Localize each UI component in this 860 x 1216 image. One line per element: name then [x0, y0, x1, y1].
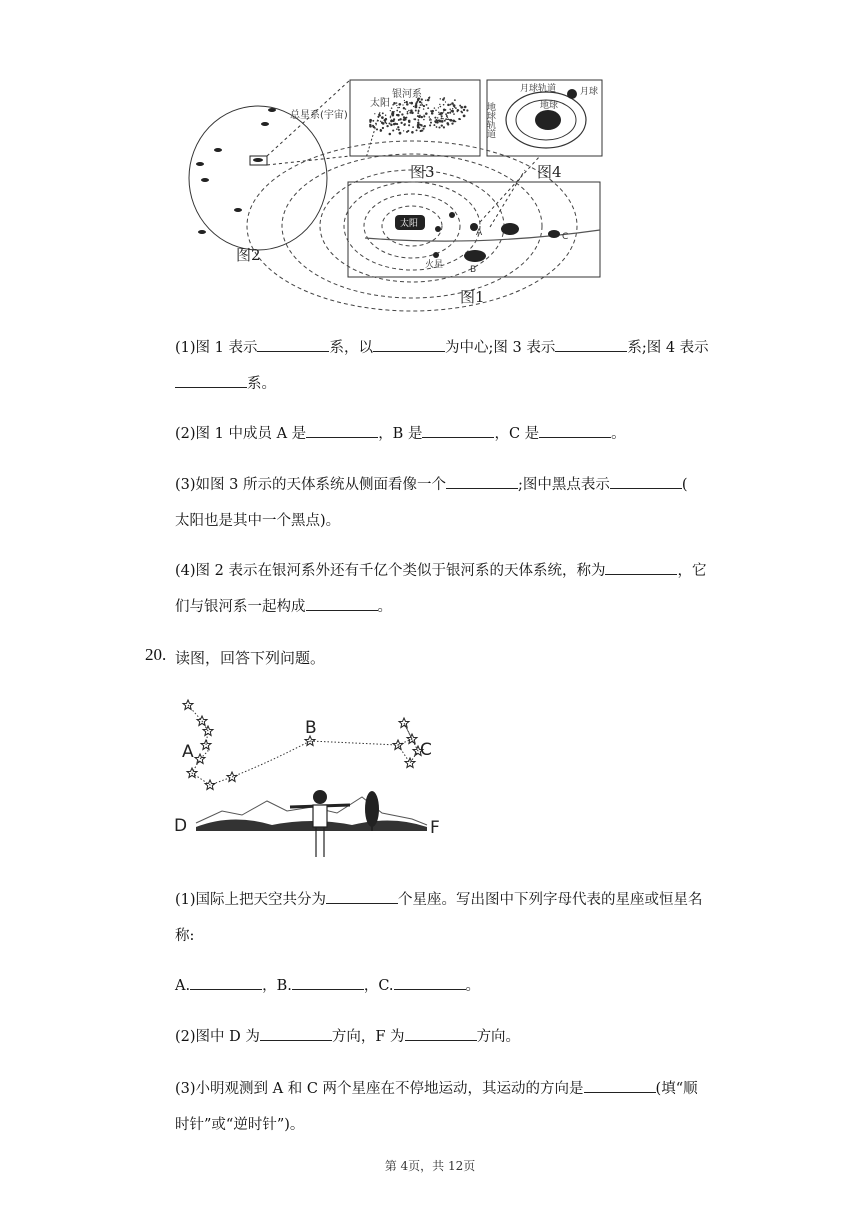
galaxy-star-dot [391, 107, 393, 109]
galaxy-star-dot [423, 115, 424, 116]
q19-p3-text: 太阳也是其中一个黑点)。 [175, 513, 341, 529]
galaxy-star-dot [393, 123, 396, 126]
galaxy-star-dot [447, 123, 449, 125]
q19-p2-text: ，C 是 [494, 426, 540, 442]
galaxy-star-dot [382, 127, 384, 129]
galaxy-star-dot [376, 128, 378, 130]
galaxy-star-dot [449, 108, 450, 109]
galaxy-star-dot [417, 115, 419, 117]
question-number: 20. [145, 645, 167, 664]
galaxy-star-dot [411, 111, 414, 114]
fig1-caption: 图1 [460, 288, 485, 306]
galaxy-star-dot [440, 98, 441, 99]
galaxy-star-dot [378, 114, 380, 116]
galaxy-star-dot [385, 121, 387, 123]
galaxy-star-dot [425, 112, 428, 115]
fig4-moon-orbit-label: 月球轨道 [520, 84, 557, 94]
galaxy-star-dot [420, 104, 422, 106]
galaxy-star-dot [382, 112, 384, 114]
page-footer: 第 4页，共 12页 [384, 1159, 476, 1173]
galaxy-star-dot [419, 115, 421, 117]
galaxy-star-dot [460, 106, 463, 109]
answer-blank[interactable] [306, 596, 378, 611]
galaxy-star-dot [463, 115, 466, 118]
galaxy-star-dot [418, 110, 420, 112]
fig1-label-A: A [476, 228, 483, 238]
constellation-figure [172, 693, 452, 863]
q20-p1-text: 称: [175, 928, 195, 944]
galaxy-star-dot [423, 105, 425, 107]
galaxy-star-dot [447, 119, 448, 120]
answer-blank[interactable] [394, 975, 466, 990]
galaxy-star-dot [398, 103, 401, 106]
galaxy-star-dot [441, 124, 443, 126]
q20-p2-text: (2)图中 D 为 [175, 1029, 260, 1045]
q19-part2 [175, 416, 720, 452]
answer-blank[interactable] [373, 337, 445, 352]
galaxy-star-dot [423, 108, 424, 109]
galaxy-star-dot [451, 110, 454, 113]
galaxy-star-dot [415, 102, 417, 104]
galaxy-star-dot [436, 126, 438, 128]
galaxy-star-dot [450, 119, 453, 122]
answer-blank[interactable] [610, 474, 682, 489]
galaxy-star-dot [424, 125, 426, 127]
q19-p4-text: 。 [377, 599, 392, 615]
galaxy-star-dot [398, 129, 400, 131]
galaxy-star-dot [393, 102, 396, 105]
galaxy-star-dot [423, 119, 424, 120]
galaxy-star-dot [438, 126, 440, 128]
galaxy-star-dot [438, 107, 439, 108]
galaxy-star-dot [429, 124, 431, 126]
galaxy-star-dot [439, 104, 440, 105]
q19-part3 [175, 467, 720, 539]
fig1-label-B: B [470, 265, 477, 275]
galaxy-star-dot [390, 117, 391, 118]
galaxy-star-dot [451, 122, 453, 124]
fig-label-A: A [182, 742, 194, 762]
fig-label-B: B [305, 718, 317, 738]
galaxy-star-dot [408, 110, 410, 112]
galaxy-star-dot [380, 121, 381, 122]
galaxy-star-dot [440, 114, 442, 116]
galaxy-star-dot [425, 100, 427, 102]
galaxy-star-dot [444, 120, 446, 122]
fig3-galaxy-label: 银河系 [392, 89, 422, 100]
galaxy-star-dot [381, 122, 383, 124]
galaxy-star-dot [423, 126, 424, 127]
answer-blank[interactable] [175, 373, 247, 388]
galaxy-star-dot [385, 118, 387, 120]
galaxy-star-dot [380, 129, 382, 131]
galaxy-star-dot [434, 120, 436, 122]
galaxy-star-dot [445, 101, 446, 102]
galaxy-star-dot [449, 104, 451, 106]
answer-blank[interactable] [326, 889, 398, 904]
q20-p1-text: 个星座。写出图中下列字母代表的星座或恒星名 [398, 892, 703, 908]
q20-p1-text: ，C. [363, 978, 394, 994]
galaxy-star-dot [435, 110, 437, 112]
q20-p2-text: 方向，F 为 [331, 1029, 405, 1045]
galaxy-star-dot [406, 103, 409, 106]
galaxy-star-dot [454, 99, 456, 101]
galaxy-star-dot [417, 112, 419, 114]
galaxy-star-dot [464, 106, 466, 108]
answer-blank[interactable] [292, 975, 364, 990]
galaxy-star-dot [437, 119, 439, 121]
q19-p2-text: ，B 是 [378, 426, 423, 442]
fig1-sun-label: 太阳 [400, 219, 419, 229]
galaxy-star-dot [421, 102, 423, 104]
galaxy-star-dot [415, 110, 417, 112]
fig4-earth-orbit-label: 地球轨道 [485, 102, 495, 138]
galaxy-star-dot [396, 102, 398, 104]
galaxy-star-dot [422, 130, 424, 132]
galaxy-star-dot [445, 118, 447, 120]
fig-label-C: C [420, 740, 432, 760]
galaxy-star-dot [420, 124, 422, 126]
galaxy-star-dot [407, 130, 409, 132]
galaxy-star-dot [443, 126, 445, 128]
galaxy-star-dot [401, 113, 403, 115]
galaxy-star-dot [372, 125, 373, 126]
q20-p2-text: 方向。 [476, 1029, 521, 1045]
galaxy-star-dot [442, 98, 444, 100]
galaxy-star-dot [421, 104, 423, 106]
galaxy-star-dot [416, 130, 417, 131]
answer-blank[interactable] [306, 423, 378, 438]
q20-p1-text: 。 [465, 978, 481, 994]
galaxy-star-dot [434, 107, 435, 108]
galaxy-star-dot [451, 102, 454, 105]
galaxy-star-dot [459, 105, 461, 107]
answer-blank[interactable] [257, 337, 329, 352]
galaxy-star-dot [453, 104, 456, 107]
galaxy-star-dot [404, 100, 405, 101]
q20-part3 [175, 1071, 720, 1143]
answer-blank[interactable] [260, 1026, 332, 1041]
q19-p4-text: ，它 [677, 563, 707, 579]
galaxy-star-dot [385, 114, 386, 115]
galaxy-star-dot [447, 104, 449, 106]
galaxy-star-dot [374, 113, 375, 114]
galaxy-star-dot [405, 117, 406, 118]
q19-p2-text: (2)图 1 中成员 A 是 [175, 426, 307, 442]
galaxy-star-dot [390, 110, 391, 111]
q20-part2 [175, 1019, 720, 1055]
galaxy-star-dot [390, 124, 392, 126]
fig4-caption: 图4 [537, 163, 562, 181]
q19-p1-text: 系。 [247, 376, 276, 392]
galaxy-star-dot [429, 116, 431, 118]
q19-p1-text: (1)图 1 表示 [175, 340, 258, 356]
galaxy-star-dot [372, 120, 374, 122]
answer-blank[interactable] [405, 1026, 477, 1041]
galaxy-star-dot [422, 128, 424, 130]
galaxy-star-dot [438, 112, 439, 113]
galaxy-star-dot [396, 123, 398, 125]
galaxy-star-dot [440, 106, 442, 108]
galaxy-star-dot [458, 110, 459, 111]
galaxy-star-dot [396, 110, 398, 112]
figure-3 [350, 80, 480, 158]
galaxy-star-dot [398, 119, 400, 121]
galaxy-star-dot [392, 129, 394, 131]
answer-blank[interactable] [190, 975, 262, 990]
fig2-caption: 图2 [236, 246, 261, 264]
galaxy-star-dot [418, 119, 420, 121]
galaxy-star-dot [389, 133, 392, 136]
galaxy-star-dot [452, 108, 453, 109]
galaxy-star-dot [443, 104, 445, 106]
fig-label-F: F [430, 818, 440, 838]
galaxy-star-dot [369, 119, 372, 122]
q20-p3-text: 时针”或“逆时针”)。 [175, 1117, 305, 1133]
galaxy-star-dot [388, 122, 390, 124]
galaxy-star-dot [455, 121, 457, 123]
galaxy-star-dot [391, 119, 392, 120]
galaxy-star-dot [399, 111, 401, 113]
answer-blank[interactable] [446, 474, 518, 489]
galaxy-star-dot [449, 112, 451, 114]
galaxy-star-dot [463, 109, 465, 111]
q19-part4 [175, 553, 720, 625]
galaxy-star-dot [406, 101, 408, 103]
galaxy-star-dot [413, 118, 414, 119]
q20-p1-text: (1)国际上把天空共分为 [175, 892, 327, 908]
galaxy-star-dot [421, 116, 423, 118]
q19-p4-text: 们与银河系一起构成 [175, 599, 306, 615]
galaxy-star-dot [426, 104, 428, 106]
q20-p1-text: ，B. [262, 978, 292, 994]
galaxy-star-dot [443, 108, 446, 111]
galaxy-star-dot [403, 107, 405, 109]
fig1-mars-label: 火星 [425, 260, 444, 270]
galaxy-star-dot [442, 118, 443, 119]
galaxy-star-dot [381, 116, 384, 119]
galaxy-star-dot [434, 117, 436, 119]
galaxy-star-dot [429, 97, 430, 98]
galaxy-star-dot [408, 124, 410, 126]
galaxy-star-dot [407, 113, 409, 115]
galaxy-star-dot [457, 111, 458, 112]
galaxy-star-dot [408, 121, 410, 123]
galaxy-star-dot [466, 109, 468, 111]
galaxy-star-dot [412, 126, 414, 128]
q19-p2-text: 。 [611, 426, 626, 442]
q19-p4-text: (4)图 2 表示在银河系外还有千亿个类似于银河系的天体系统，称为 [175, 563, 606, 579]
q19-p1-text: 系;图 4 表示 [627, 340, 709, 356]
galaxy-star-dot [429, 118, 430, 119]
fig1-label-C: C [562, 232, 569, 242]
galaxy-star-dot [445, 113, 447, 115]
galaxy-star-dot [410, 102, 413, 105]
question-heading: 读图，回答下列问题。 [175, 649, 326, 667]
answer-blank[interactable] [555, 337, 627, 352]
fig4-earth-label: 地球 [540, 101, 559, 111]
galaxy-star-dot [419, 107, 421, 109]
galaxy-star-dot [439, 119, 440, 120]
q20-p3-text: (3)小明观测到 A 和 C 两个星座在不停地运动，其运动的方向是 [175, 1081, 584, 1097]
galaxy-star-dot [399, 132, 402, 135]
q20-part1-answers [175, 968, 720, 1004]
q19-part1 [175, 330, 720, 402]
galaxy-star-dot [447, 112, 449, 114]
galaxy-star-dot [443, 111, 444, 112]
galaxy-star-dot [459, 118, 461, 120]
galaxy-star-dot [397, 107, 399, 109]
fig3-sun-label: 太阳 [370, 98, 390, 109]
galaxy-star-dot [453, 120, 456, 123]
galaxy-star-dot [404, 102, 405, 103]
q20-p1-text: A. [175, 978, 191, 994]
q19-p3-text: ( [681, 477, 688, 493]
galaxy-star-dot [437, 117, 438, 118]
galaxy-star-dot [427, 99, 430, 102]
galaxy-star-dot [417, 125, 420, 128]
galaxy-star-dot [441, 117, 443, 119]
figure-2 [189, 80, 350, 250]
galaxy-star-dot [386, 125, 388, 127]
galaxy-star-dot [400, 122, 402, 124]
galaxy-star-dot [417, 122, 419, 124]
galaxy-star-dot [455, 107, 457, 109]
galaxy-star-dot [433, 124, 435, 126]
galaxy-star-dot [403, 130, 404, 131]
galaxy-star-dot [407, 111, 409, 113]
answer-blank[interactable] [422, 423, 494, 438]
q19-p3-text: ;图中黑点表示 [517, 477, 610, 493]
galaxy-star-dot [432, 110, 434, 112]
figure-4 [485, 80, 602, 156]
galaxy-star-dot [393, 114, 394, 115]
astronomy-figures [180, 72, 610, 312]
galaxy-star-dot [447, 117, 448, 118]
galaxy-star-dot [369, 124, 371, 126]
galaxy-star-dot [397, 114, 400, 117]
galaxy-star-dot [441, 115, 443, 117]
galaxy-star-dot [430, 122, 432, 124]
galaxy-star-dot [397, 126, 399, 128]
galaxy-star-dot [413, 106, 414, 107]
galaxy-star-dot [411, 131, 414, 134]
galaxy-star-dot [427, 107, 429, 109]
q19-p1-text: 系，以 [329, 340, 373, 356]
galaxy-star-dot [390, 116, 391, 117]
fig3-caption: 图3 [410, 163, 435, 181]
galaxy-star-dot [396, 128, 398, 130]
answer-blank[interactable] [539, 423, 611, 438]
q19-p1-text: 为中心;图 3 表示 [444, 340, 556, 356]
answer-blank[interactable] [605, 560, 677, 575]
answer-blank[interactable] [584, 1078, 656, 1093]
q20-p3-text: (填“顺 [655, 1081, 698, 1097]
galaxy-star-dot [420, 130, 422, 132]
galaxy-star-dot [453, 113, 455, 115]
q20-part1 [175, 882, 720, 954]
fig-label-D: D [174, 816, 188, 836]
q19-p3-text: (3)如图 3 所示的天体系统从侧面看像一个 [175, 477, 446, 493]
galaxy-star-dot [396, 105, 397, 106]
fig4-moon-label: 月球 [580, 87, 599, 97]
galaxy-star-dot [399, 107, 400, 108]
galaxy-star-dot [402, 104, 403, 105]
galaxy-star-dot [462, 112, 463, 113]
galaxy-star-dot [404, 123, 406, 125]
galaxy-star-dot [431, 112, 434, 115]
galaxy-star-dot [431, 119, 432, 120]
galaxy-star-dot [393, 111, 394, 112]
fig2-universe-label: 总星系(宇宙) [290, 110, 348, 121]
